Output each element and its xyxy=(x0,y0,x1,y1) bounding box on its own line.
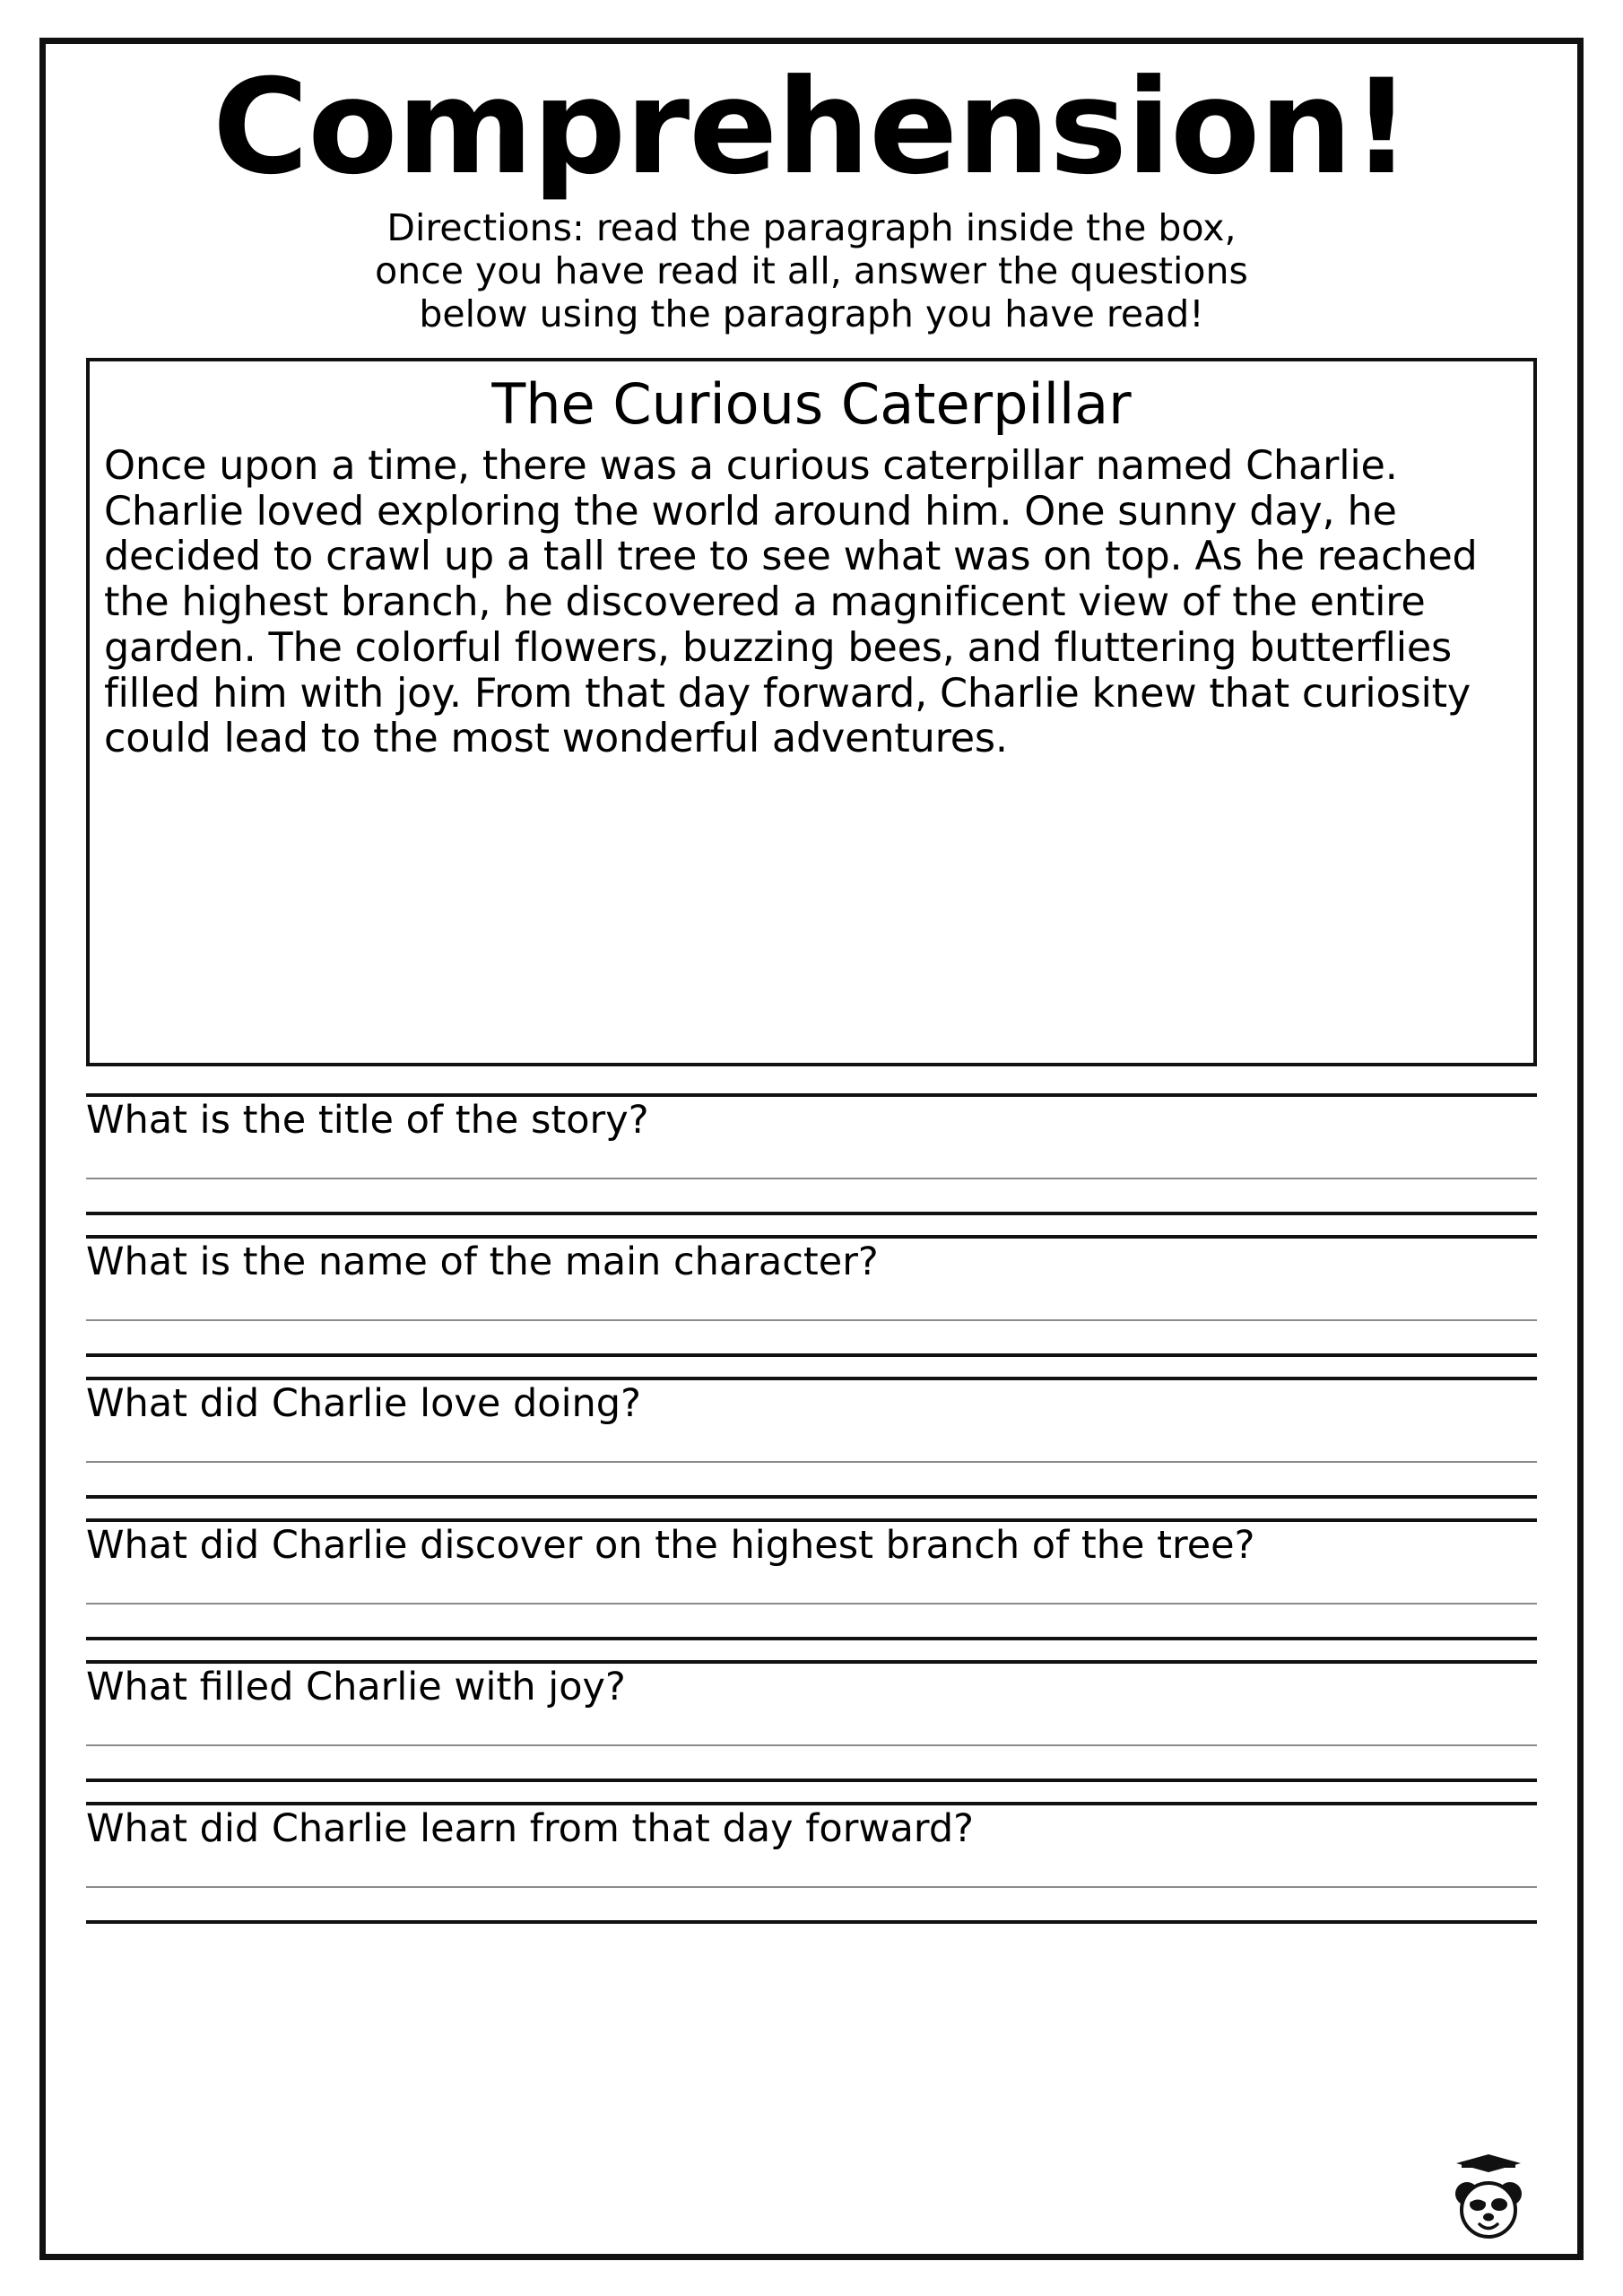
directions-line-1: Directions: read the paragraph inside the box, xyxy=(386,205,1237,249)
answer-rule-thin[interactable] xyxy=(86,1461,1537,1463)
answer-rule-thin[interactable] xyxy=(86,1603,1537,1605)
answer-rule-thick[interactable] xyxy=(86,1637,1537,1640)
answer-rule[interactable] xyxy=(86,1802,1537,1805)
answer-rule[interactable] xyxy=(86,1660,1537,1664)
question-block xyxy=(86,1093,1537,1215)
worksheet-content xyxy=(39,38,1584,2258)
answer-rule[interactable] xyxy=(86,1093,1537,1097)
question-block xyxy=(86,1802,1537,1924)
question-block xyxy=(86,1235,1537,1357)
question-line xyxy=(86,1518,1537,1570)
question-text: What did Charlie learn from that day forward? xyxy=(86,1810,983,1848)
answer-rule-thick[interactable] xyxy=(86,1495,1537,1499)
answer-rule-thick[interactable] xyxy=(86,1353,1537,1357)
question-text: What is the title of the story? xyxy=(86,1101,658,1140)
directions-line-2: once you have read it all, answer the questions xyxy=(375,248,1248,292)
answer-rule[interactable] xyxy=(86,1377,1537,1380)
question-block xyxy=(86,1377,1537,1499)
question-line xyxy=(86,1802,1537,1854)
answer-rule-thick[interactable] xyxy=(86,1920,1537,1924)
answer-rule-thick[interactable] xyxy=(86,1212,1537,1215)
question-text: What filled Charlie with joy? xyxy=(86,1668,635,1707)
question-line xyxy=(86,1377,1537,1429)
answer-rule-thick[interactable] xyxy=(86,1779,1537,1782)
question-line xyxy=(86,1235,1537,1287)
story-title: The Curious Caterpillar xyxy=(491,370,1132,437)
page-title: Comprehension! xyxy=(213,51,1410,204)
answer-rule[interactable] xyxy=(86,1518,1537,1522)
directions-block xyxy=(86,207,1537,336)
answer-rule-thin[interactable] xyxy=(86,1886,1537,1888)
question-block xyxy=(86,1660,1537,1782)
question-line xyxy=(86,1660,1537,1712)
answer-rule-thin[interactable] xyxy=(86,1319,1537,1321)
story-box xyxy=(86,358,1537,1066)
question-line xyxy=(86,1093,1537,1145)
answer-rule[interactable] xyxy=(86,1235,1537,1239)
question-text: What did Charlie love doing? xyxy=(86,1385,650,1423)
questions-section xyxy=(86,1093,1537,1924)
question-block xyxy=(86,1518,1537,1640)
answer-rule-thin[interactable] xyxy=(86,1178,1537,1179)
question-text: What did Charlie discover on the highest branch of the tree? xyxy=(86,1526,1263,1565)
panda-graduate-logo-icon xyxy=(1445,2154,1532,2248)
question-text: What is the name of the main character? xyxy=(86,1243,888,1282)
directions-line-3: below using the paragraph you have read! xyxy=(419,291,1204,335)
story-paragraph: Once upon a time, there was a curious caterpillar named Charlie. Charlie loved exploring the world around him. One sunny day, he decided to crawl up a tall tree to see what was on top. As he reached the highest branch, he discovered a magnificent view of the entire garden. The colorful flowers, buzzing bees, and fluttering butterflies filled him with joy. From that day forward, Charlie knew that curiosity could lead to the most wonderful adventures. xyxy=(104,443,1478,762)
answer-rule-thin[interactable] xyxy=(86,1744,1537,1746)
